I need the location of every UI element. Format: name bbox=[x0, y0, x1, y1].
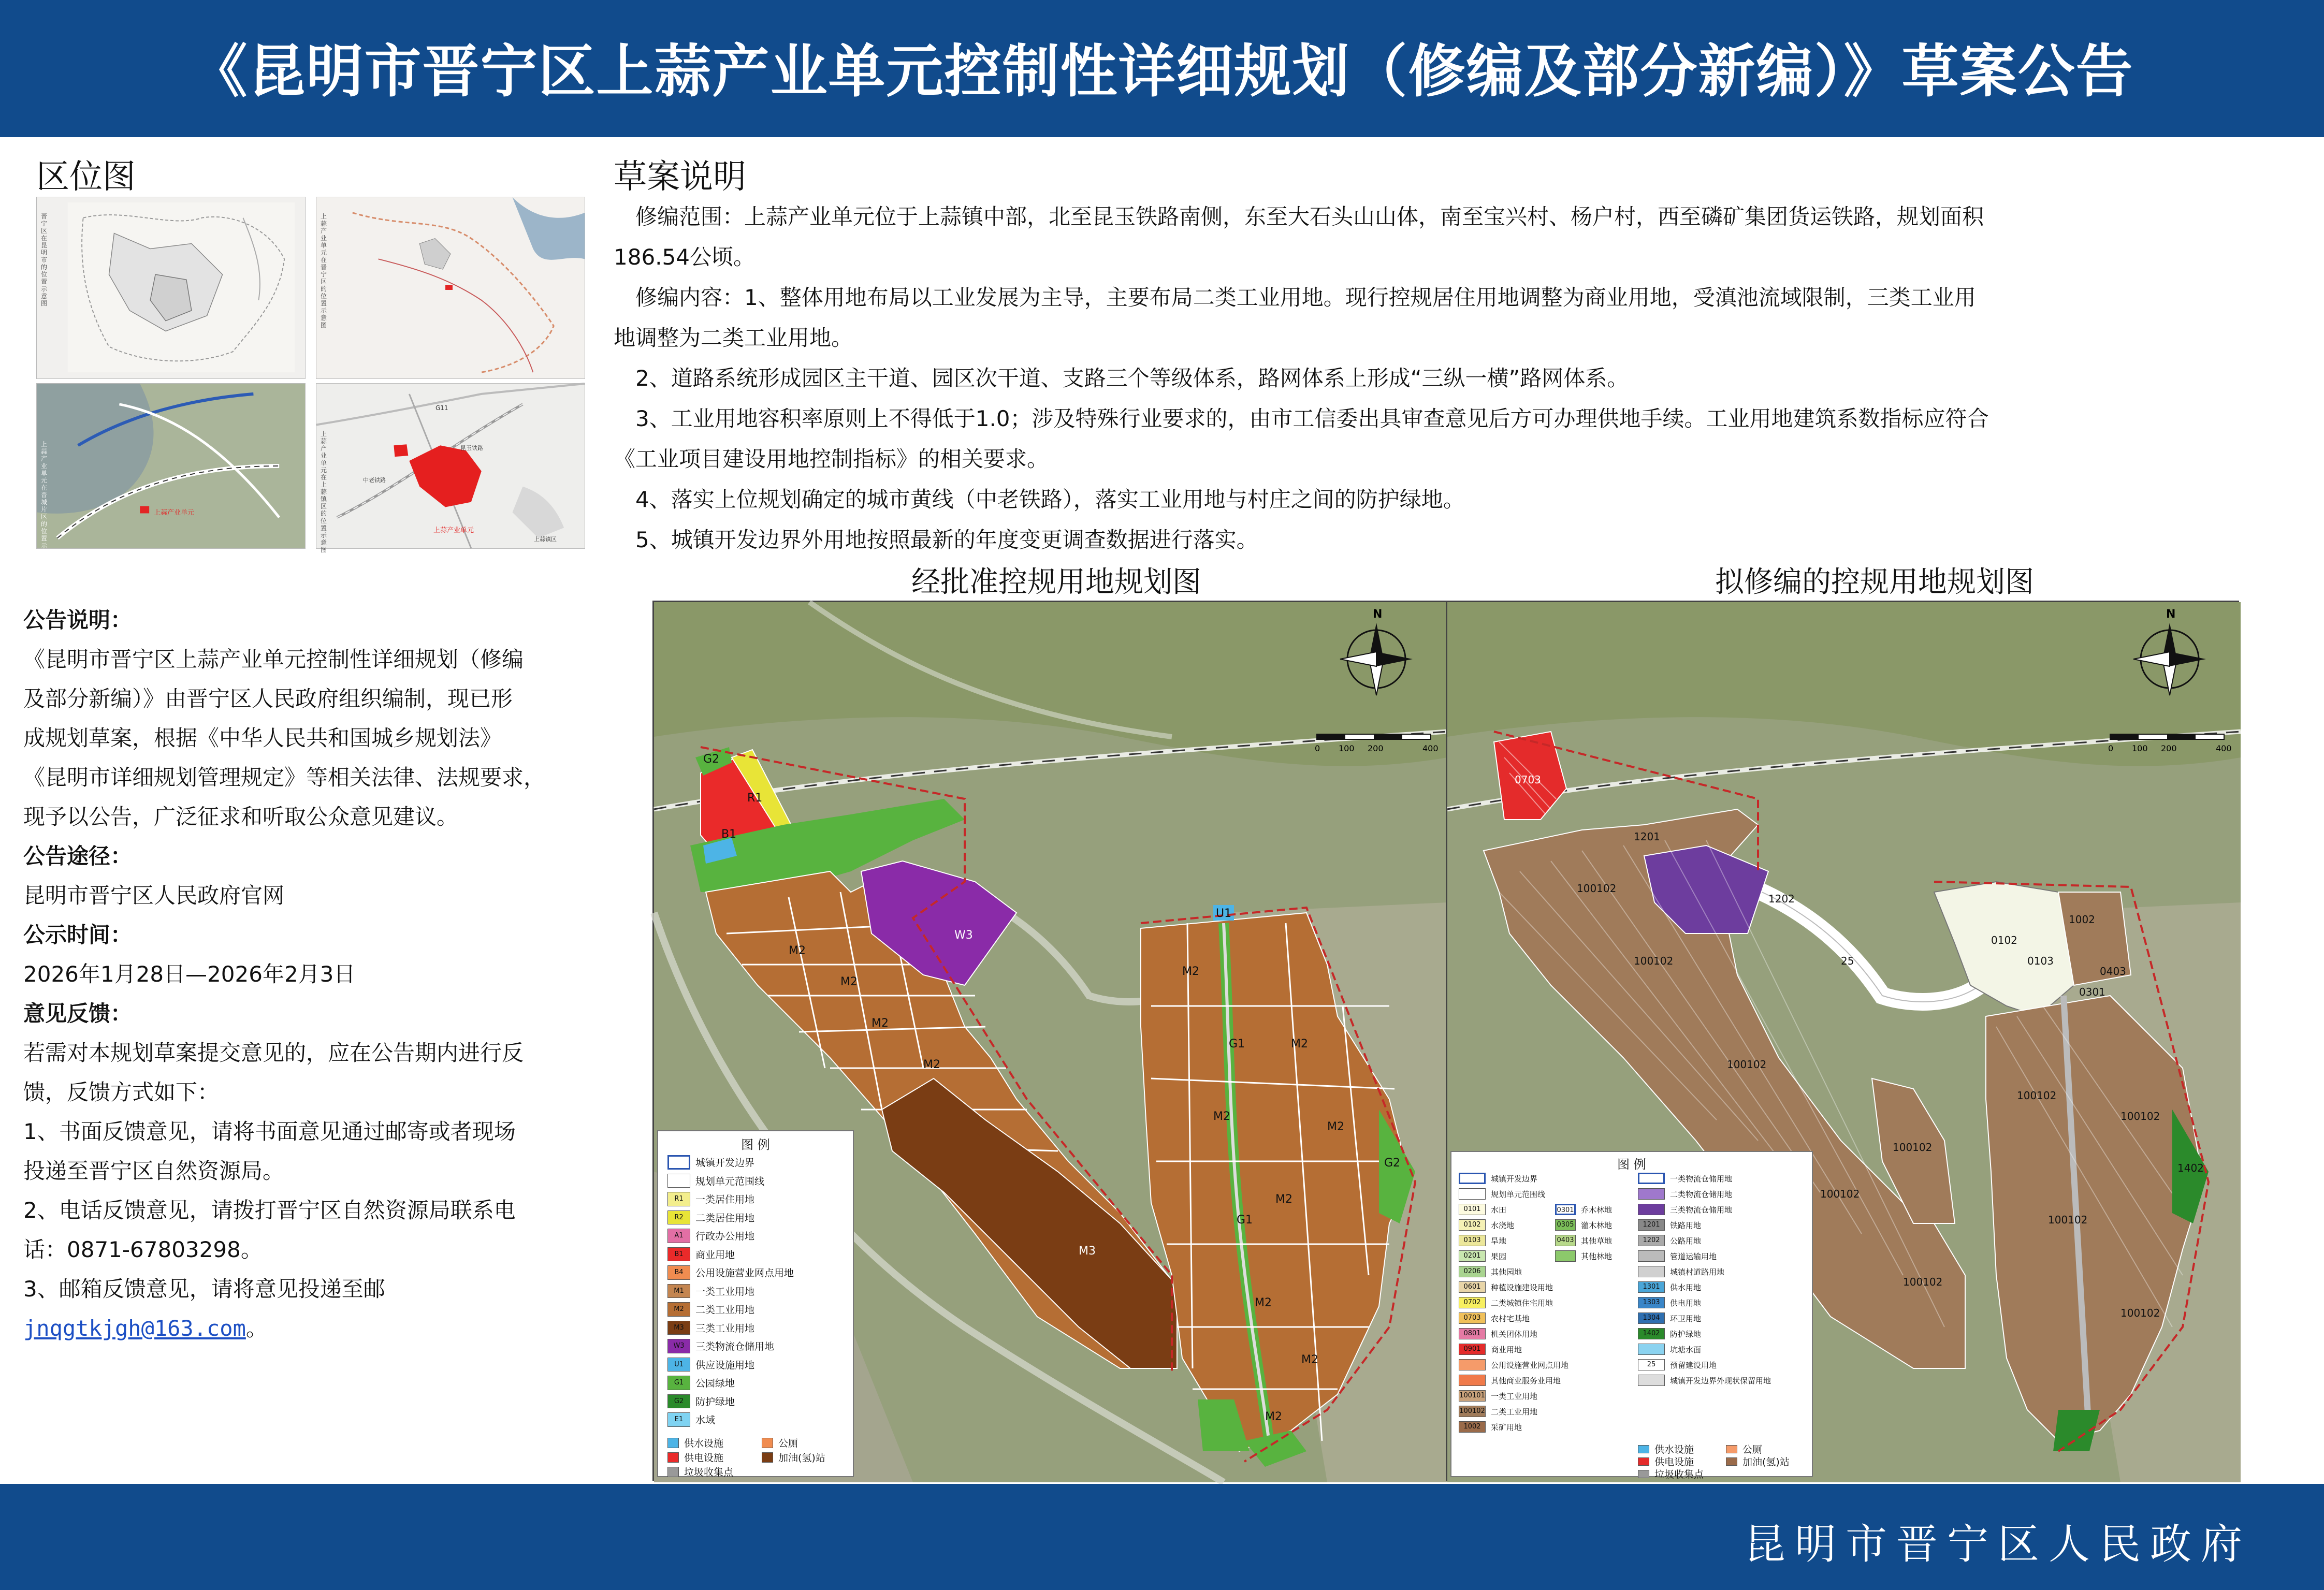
legend-item bbox=[1638, 1188, 1732, 1200]
legend-label: 防护绿地 bbox=[695, 1396, 735, 1408]
label-100102: 100102 bbox=[2017, 1089, 2057, 1102]
draft-line: 4、落实上位规划确定的城市黄线（中老铁路），落实工业用地与村庄之间的防护绿地。 bbox=[635, 487, 1465, 512]
legend-facility: 公厕 bbox=[1726, 1442, 1762, 1456]
draft-line: 修编范围：上蒜产业单元位于上蒜镇中部，北至昆玉铁路南侧，东至大石头山山体，南至宝兴村、杨户村，西至磷矿集团货运铁路，规划面积 bbox=[635, 204, 1984, 229]
legend-swatch: 0301 bbox=[1555, 1204, 1576, 1215]
legend-item bbox=[1638, 1297, 1701, 1308]
legend-item bbox=[1638, 1204, 1732, 1215]
legend-label: 供应设施用地 bbox=[695, 1359, 755, 1371]
location-map-area-label: 上蒜产业单元在晋城片区的位置示意图 bbox=[41, 441, 48, 564]
legend-swatch bbox=[1459, 1359, 1486, 1370]
legend-swatch bbox=[1638, 1204, 1665, 1215]
location-heading: 区位图 bbox=[36, 158, 136, 196]
label-m3: M3 bbox=[1079, 1245, 1096, 1258]
location-map-district bbox=[316, 197, 585, 379]
label-100102: 100102 bbox=[1727, 1058, 1767, 1071]
legend-label: 采矿用地 bbox=[1491, 1422, 1522, 1432]
legend-swatch bbox=[1459, 1173, 1486, 1184]
legend-facility: 公厕 bbox=[762, 1436, 798, 1450]
label-1202: 1202 bbox=[1768, 893, 1795, 905]
scale-label: 200 bbox=[1368, 743, 1384, 753]
label-m2: M2 bbox=[789, 944, 806, 957]
legend-label: 铁路用地 bbox=[1670, 1220, 1702, 1230]
draft-line: 《工业项目建设用地控制指标》的相关要求。 bbox=[614, 446, 1049, 472]
legend-item bbox=[667, 1155, 754, 1170]
scale-label: 0 bbox=[2108, 743, 2114, 753]
legend-swatch bbox=[1459, 1188, 1486, 1200]
legend-item bbox=[1555, 1235, 1612, 1246]
legend-swatch: 0102 bbox=[1459, 1219, 1486, 1231]
label-g1: G1 bbox=[1229, 1038, 1245, 1051]
legend-facility: 加油(氢)站 bbox=[762, 1450, 825, 1464]
legend-label: 二类工业用地 bbox=[1491, 1407, 1538, 1417]
scale-label: 100 bbox=[2132, 743, 2148, 753]
draft-line: 地调整为二类工业用地。 bbox=[614, 325, 853, 351]
legend-facility: 供水设施 bbox=[667, 1436, 723, 1450]
label-b1: B1 bbox=[721, 828, 737, 841]
label-0301: 0301 bbox=[2079, 986, 2105, 998]
legend-label: 一类居住用地 bbox=[695, 1194, 755, 1206]
legend-item bbox=[1638, 1173, 1732, 1184]
map-new bbox=[1446, 601, 2239, 1481]
label-0103: 0103 bbox=[2027, 955, 2054, 967]
label-1201: 1201 bbox=[1634, 830, 1660, 843]
location-map-area bbox=[36, 383, 306, 564]
scale-label: 400 bbox=[2216, 743, 2232, 753]
legend-item bbox=[1459, 1235, 1506, 1246]
legend-label: 水域 bbox=[695, 1414, 716, 1426]
label-100102: 100102 bbox=[2120, 1307, 2160, 1319]
road-tag-g11: G11 bbox=[435, 404, 448, 412]
legend-label: 坑塘水面 bbox=[1670, 1345, 1702, 1354]
legend-item bbox=[667, 1339, 774, 1353]
label-m2: M2 bbox=[1291, 1038, 1308, 1051]
legend-item bbox=[1459, 1359, 1568, 1370]
legend-label: 水浇地 bbox=[1491, 1220, 1515, 1230]
notice-channel-label: 公告途径： bbox=[23, 843, 133, 869]
label-m2: M2 bbox=[1265, 1410, 1282, 1423]
legend-label: 一类物流仓储用地 bbox=[1670, 1174, 1733, 1184]
road-tag-town: 上蒜镇区 bbox=[534, 536, 557, 543]
legend-facility: 垃圾收集点 bbox=[667, 1465, 733, 1479]
legend-item bbox=[1638, 1328, 1701, 1339]
legend-item bbox=[1638, 1250, 1717, 1262]
legend-item bbox=[1638, 1235, 1701, 1246]
legend-item bbox=[1459, 1219, 1514, 1231]
legend-item bbox=[667, 1321, 754, 1335]
legend-label: 公路用地 bbox=[1670, 1236, 1702, 1246]
notice-explain-line: 及部分新编）》由晋宁区人民政府组织编制，现已形 bbox=[23, 686, 513, 711]
label-m2: M2 bbox=[1327, 1120, 1344, 1133]
legend-swatch: 100102 bbox=[1459, 1406, 1486, 1417]
legend-swatch bbox=[1638, 1250, 1665, 1262]
legend-swatch: 0305 bbox=[1555, 1219, 1576, 1231]
legend-swatch: 0702 bbox=[1459, 1297, 1486, 1308]
notice-channel: 昆明市晋宁区人民政府官网 bbox=[23, 883, 285, 908]
legend-swatch: 0103 bbox=[1459, 1235, 1486, 1246]
legend-label: 供水用地 bbox=[1670, 1282, 1702, 1292]
legend-item bbox=[1638, 1266, 1724, 1277]
legend-swatch bbox=[1459, 1375, 1486, 1386]
label-100102: 100102 bbox=[1577, 882, 1617, 895]
legend-swatch: M3 bbox=[667, 1321, 690, 1335]
legend-item bbox=[1459, 1312, 1530, 1324]
label-0901: 0703 bbox=[1515, 774, 1541, 786]
legend-item bbox=[667, 1210, 754, 1225]
legend-label: 一类工业用地 bbox=[1491, 1391, 1538, 1401]
legend-swatch: 0201 bbox=[1459, 1250, 1486, 1262]
legend-label: 其他林地 bbox=[1581, 1251, 1613, 1261]
scale-label: 100 bbox=[1339, 743, 1355, 753]
legend-item bbox=[1638, 1359, 1717, 1370]
location-map-town-tag: 上蒜产业单元 bbox=[433, 527, 474, 534]
location-map-city-label: 晋宁区在昆明市的位置示意图 bbox=[41, 213, 48, 307]
legend-swatch: 0901 bbox=[1459, 1344, 1486, 1355]
legend-item bbox=[1459, 1204, 1506, 1215]
legend-swatch: M2 bbox=[667, 1302, 690, 1317]
legend-label: 二类城镇住宅用地 bbox=[1491, 1298, 1553, 1308]
legend-label: 三类物流仓储用地 bbox=[695, 1341, 775, 1353]
legend-item bbox=[1638, 1344, 1701, 1355]
legend-label: 二类居住用地 bbox=[695, 1212, 755, 1224]
legend-item bbox=[667, 1394, 735, 1409]
legend-label: 其他商业服务业用地 bbox=[1491, 1376, 1561, 1385]
scale-label: 400 bbox=[1422, 743, 1439, 753]
legend-new-title: 图 例 bbox=[1617, 1157, 1646, 1172]
legend-swatch: 0403 bbox=[1555, 1235, 1576, 1246]
draft-line: 5、城镇开发边界外用地按照最新的年度变更调查数据进行落实。 bbox=[635, 527, 1258, 552]
legend-swatch: G2 bbox=[667, 1394, 690, 1409]
label-m2: M2 bbox=[1301, 1353, 1318, 1366]
legend-facility: 加油(氢)站 bbox=[1726, 1454, 1790, 1468]
legend-swatch: 1304 bbox=[1638, 1312, 1665, 1324]
label-25: 25 bbox=[1841, 955, 1854, 967]
legend-swatch: 0101 bbox=[1459, 1204, 1486, 1215]
legend-swatch: 0703 bbox=[1459, 1312, 1486, 1324]
legend-label: 商业用地 bbox=[1491, 1345, 1522, 1354]
label-100102: 100102 bbox=[1903, 1276, 1943, 1288]
legend-item bbox=[1459, 1375, 1561, 1386]
label-g2: G2 bbox=[703, 753, 720, 766]
road-tag-zhonglao: 中老铁路 bbox=[363, 477, 386, 484]
legend-item bbox=[667, 1412, 715, 1427]
legend-label: 乔木林地 bbox=[1581, 1205, 1613, 1215]
legend-label: 二类工业用地 bbox=[695, 1304, 755, 1316]
legend-label: 行政办公用地 bbox=[695, 1231, 755, 1243]
legend-item bbox=[1638, 1281, 1701, 1293]
notice-feedback-label: 意见反馈： bbox=[23, 1001, 133, 1026]
legend-label: 规划单元范围线 bbox=[1491, 1189, 1546, 1199]
legend-swatch bbox=[1555, 1250, 1576, 1262]
feedback-line: 话：0871-67803298。 bbox=[23, 1237, 263, 1262]
legend-label: 商业用地 bbox=[695, 1249, 735, 1261]
legend-item bbox=[1555, 1204, 1612, 1215]
draft-line: 3、工业用地容积率原则上不得低于1.0；涉及特殊行业要求的，由市工信委出具审查意见后方可办理供地手续。工业用地建筑系数指标应符合 bbox=[635, 406, 1989, 431]
map-old-title: 经批准控规用地规划图 bbox=[911, 565, 1201, 599]
legend-swatch: 1301 bbox=[1638, 1281, 1665, 1293]
legend-item bbox=[1459, 1266, 1522, 1277]
legend-item bbox=[1459, 1173, 1537, 1184]
legend-swatch: R2 bbox=[667, 1210, 690, 1225]
feedback-line: 1、书面反馈意见，请将书面意见通过邮寄或者现场 bbox=[23, 1119, 516, 1144]
north-label-old: N bbox=[1373, 608, 1383, 621]
legend-swatch: 0206 bbox=[1459, 1266, 1486, 1277]
label-100102: 100102 bbox=[2120, 1110, 2160, 1122]
legend-item bbox=[667, 1358, 754, 1372]
legend-swatch: E1 bbox=[667, 1412, 690, 1427]
legend-label: 农村宅基地 bbox=[1491, 1314, 1530, 1323]
label-100102: 100102 bbox=[1893, 1141, 1933, 1154]
legend-item bbox=[667, 1302, 754, 1317]
notice-explain-label: 公告说明： bbox=[23, 607, 133, 633]
label-m2: M2 bbox=[840, 975, 858, 988]
legend-label: 灌木林地 bbox=[1581, 1220, 1613, 1230]
legend-swatch bbox=[1638, 1173, 1665, 1184]
email-link[interactable]: jnqgtkjgh@163.com bbox=[23, 1316, 246, 1341]
legend-label: 公园绿地 bbox=[695, 1378, 735, 1390]
legend-label: 一类工业用地 bbox=[695, 1286, 755, 1297]
legend-swatch: 1402 bbox=[1638, 1328, 1665, 1339]
legend-label: 机关团体用地 bbox=[1491, 1329, 1538, 1339]
legend-label: 防护绿地 bbox=[1670, 1329, 1702, 1339]
legend-item bbox=[667, 1265, 794, 1280]
legend-label: 环卫用地 bbox=[1670, 1314, 1702, 1323]
legend-label: 预留建设用地 bbox=[1670, 1360, 1717, 1370]
label-100102: 100102 bbox=[1820, 1188, 1860, 1200]
label-r1: R1 bbox=[747, 792, 763, 805]
draft-body bbox=[614, 197, 2271, 560]
map-new-title: 拟修编的控规用地规划图 bbox=[1715, 565, 2034, 599]
feedback-line: 3、邮箱反馈意见，请将意见投递至邮 bbox=[23, 1276, 385, 1302]
legend-swatch: 0801 bbox=[1459, 1328, 1486, 1339]
draft-line: 186.54公顷。 bbox=[614, 244, 755, 270]
legend-swatch: A1 bbox=[667, 1229, 690, 1243]
legend-facility: 供电设施 bbox=[1638, 1454, 1694, 1468]
email-suffix: 。 bbox=[245, 1316, 268, 1341]
map-old bbox=[652, 601, 1446, 1481]
legend-swatch: 25 bbox=[1638, 1359, 1665, 1370]
legend-label: 其他园地 bbox=[1491, 1267, 1522, 1277]
legend-facility: 供水设施 bbox=[1638, 1442, 1694, 1456]
label-1002: 1002 bbox=[2069, 913, 2095, 926]
legend-item bbox=[667, 1229, 754, 1243]
legend-swatch: U1 bbox=[667, 1358, 690, 1372]
notice-time: 2026年1月28日—2026年2月3日 bbox=[23, 961, 356, 987]
feedback-line: 若需对本规划草案提交意见的，应在公告期内进行反 bbox=[23, 1040, 524, 1066]
label-g1: G1 bbox=[1237, 1214, 1253, 1227]
label-m2: M2 bbox=[1275, 1193, 1292, 1206]
notice-explain-line: 现予以公告，广泛征求和听取公众意见建议。 bbox=[23, 804, 459, 829]
notice-explain-line: 《昆明市详细规划管理规定》等相关法律、法规要求， bbox=[23, 765, 546, 790]
legend-swatch: 1002 bbox=[1459, 1421, 1486, 1433]
legend-item bbox=[667, 1174, 764, 1188]
notice-explain-line: 成规划草案，根据《中华人民共和国城乡规划法》 bbox=[23, 725, 502, 751]
location-map-district-label: 上蒜产业单元在晋宁区的位置示意图 bbox=[321, 213, 327, 329]
legend-item bbox=[1459, 1188, 1545, 1200]
location-map-town-label: 上蒜产业单元在上蒜镇区的位置示意图 bbox=[321, 430, 327, 553]
legend-new bbox=[1450, 1151, 1813, 1480]
legend-item bbox=[1638, 1312, 1701, 1324]
legend-label: 果园 bbox=[1491, 1251, 1507, 1261]
legend-label: 水田 bbox=[1491, 1205, 1507, 1215]
scale-label: 0 bbox=[1315, 743, 1320, 753]
feedback-line: 2、电话反馈意见，请拨打晋宁区自然资源局联系电 bbox=[23, 1198, 516, 1223]
legend-swatch bbox=[1638, 1188, 1665, 1200]
legend-label: 管道运输用地 bbox=[1670, 1251, 1717, 1261]
notice-time-label: 公示时间： bbox=[23, 922, 133, 947]
draft-heading: 草案说明 bbox=[614, 158, 746, 196]
legend-swatch bbox=[667, 1155, 690, 1170]
legend-label: 公用设施营业网点用地 bbox=[695, 1267, 794, 1279]
legend-facility: 供电设施 bbox=[667, 1450, 723, 1464]
label-m2: M2 bbox=[872, 1017, 889, 1030]
legend-swatch: W3 bbox=[667, 1339, 690, 1353]
legend-swatch: 1303 bbox=[1638, 1297, 1665, 1308]
legend-item bbox=[1459, 1406, 1537, 1417]
feedback-line: 馈，反馈方式如下： bbox=[23, 1080, 220, 1105]
legend-item bbox=[1459, 1281, 1553, 1293]
legend-swatch bbox=[1638, 1375, 1665, 1386]
legend-item bbox=[1459, 1328, 1537, 1339]
legend-item bbox=[1459, 1250, 1506, 1262]
road-tag-kunyu: 昆玉铁路 bbox=[460, 445, 483, 451]
location-map-area-tag: 上蒜产业单元 bbox=[154, 509, 195, 517]
legend-label: 种植设施建设用地 bbox=[1491, 1282, 1553, 1292]
label-100102: 100102 bbox=[1634, 955, 1674, 967]
legend-swatch: M1 bbox=[667, 1284, 690, 1299]
legend-label: 三类物流仓储用地 bbox=[1670, 1205, 1733, 1215]
legend-swatch: G1 bbox=[667, 1376, 690, 1390]
north-label-new: N bbox=[2166, 608, 2176, 621]
legend-facility: 垃圾收集点 bbox=[1638, 1467, 1704, 1481]
legend-label: 公用设施营业网点用地 bbox=[1491, 1360, 1569, 1370]
legend-item bbox=[1459, 1297, 1553, 1308]
draft-line: 修编内容：1、整体用地布局以工业发展为主导，主要布局二类工业用地。现行控规居住用地调整为商业用地，受滇池流域限制，三类工业用 bbox=[635, 285, 1976, 310]
location-map-town bbox=[316, 383, 585, 553]
footer-issuer: 昆明市晋宁区人民政府 bbox=[1744, 1520, 2252, 1568]
legend-label: 二类物流仓储用地 bbox=[1670, 1189, 1733, 1199]
legend-label: 城镇村道路用地 bbox=[1670, 1267, 1725, 1277]
email-line bbox=[23, 1309, 619, 1348]
legend-item bbox=[1555, 1250, 1612, 1262]
legend-label: 城镇开发边界 bbox=[1491, 1174, 1538, 1184]
legend-label: 旱地 bbox=[1491, 1236, 1507, 1246]
legend-old bbox=[657, 1130, 854, 1477]
legend-swatch: B4 bbox=[667, 1265, 690, 1280]
label-m2: M2 bbox=[1213, 1110, 1230, 1123]
feedback-line: 投递至晋宁区自然资源局。 bbox=[23, 1158, 285, 1184]
label-1402: 1402 bbox=[2177, 1162, 2204, 1174]
legend-item bbox=[667, 1376, 735, 1390]
legend-swatch bbox=[1638, 1266, 1665, 1277]
legend-item bbox=[667, 1192, 754, 1206]
label-0403: 0403 bbox=[2100, 965, 2126, 978]
legend-item bbox=[1638, 1375, 1771, 1386]
legend-swatch bbox=[667, 1174, 690, 1188]
label-0102: 0102 bbox=[1991, 934, 2017, 946]
notice-explain-line: 《昆明市晋宁区上蒜产业单元控制性详细规划（修编 bbox=[23, 647, 524, 672]
legend-item bbox=[667, 1247, 735, 1262]
legend-swatch: 100101 bbox=[1459, 1390, 1486, 1402]
legend-label: 规划单元范围线 bbox=[695, 1175, 765, 1187]
legend-item bbox=[667, 1284, 754, 1299]
label-100102: 100102 bbox=[2048, 1214, 2088, 1226]
legend-label: 其他草地 bbox=[1581, 1236, 1613, 1246]
page-title: 《昆明市晋宁区上蒜产业单元控制性详细规划（修编及部分新编）》草案公告 bbox=[190, 38, 2134, 105]
label-m2: M2 bbox=[1255, 1296, 1272, 1309]
legend-swatch: 1202 bbox=[1638, 1235, 1665, 1246]
legend-swatch: 0601 bbox=[1459, 1281, 1486, 1293]
location-map-city bbox=[36, 197, 306, 379]
scale-label: 200 bbox=[2161, 743, 2177, 753]
legend-item bbox=[1638, 1219, 1701, 1231]
legend-item bbox=[1459, 1344, 1522, 1355]
legend-swatch: B1 bbox=[667, 1247, 690, 1262]
notice-column bbox=[23, 601, 619, 1348]
legend-swatch bbox=[1638, 1344, 1665, 1355]
legend-item bbox=[1459, 1421, 1522, 1433]
legend-label: 城镇开发边界外现状保留用地 bbox=[1670, 1376, 1771, 1385]
legend-label: 供电用地 bbox=[1670, 1298, 1702, 1308]
label-m2: M2 bbox=[1182, 965, 1199, 978]
legend-item bbox=[1459, 1390, 1537, 1402]
label-m2: M2 bbox=[923, 1058, 940, 1071]
legend-swatch: 1201 bbox=[1638, 1219, 1665, 1231]
draft-line: 2、道路系统形成园区主干道、园区次干道、支路三个等级体系，路网体系上形成“三纵一横”路网体系。 bbox=[635, 366, 1629, 391]
legend-label: 城镇开发边界 bbox=[695, 1157, 755, 1169]
label-u1: U1 bbox=[1216, 907, 1232, 920]
label-w3: W3 bbox=[954, 929, 973, 942]
legend-swatch: R1 bbox=[667, 1192, 690, 1206]
legend-item bbox=[1555, 1219, 1612, 1231]
legend-label: 三类工业用地 bbox=[695, 1322, 755, 1334]
label-g2: G2 bbox=[1384, 1157, 1401, 1170]
legend-old-title: 图 例 bbox=[741, 1137, 770, 1152]
